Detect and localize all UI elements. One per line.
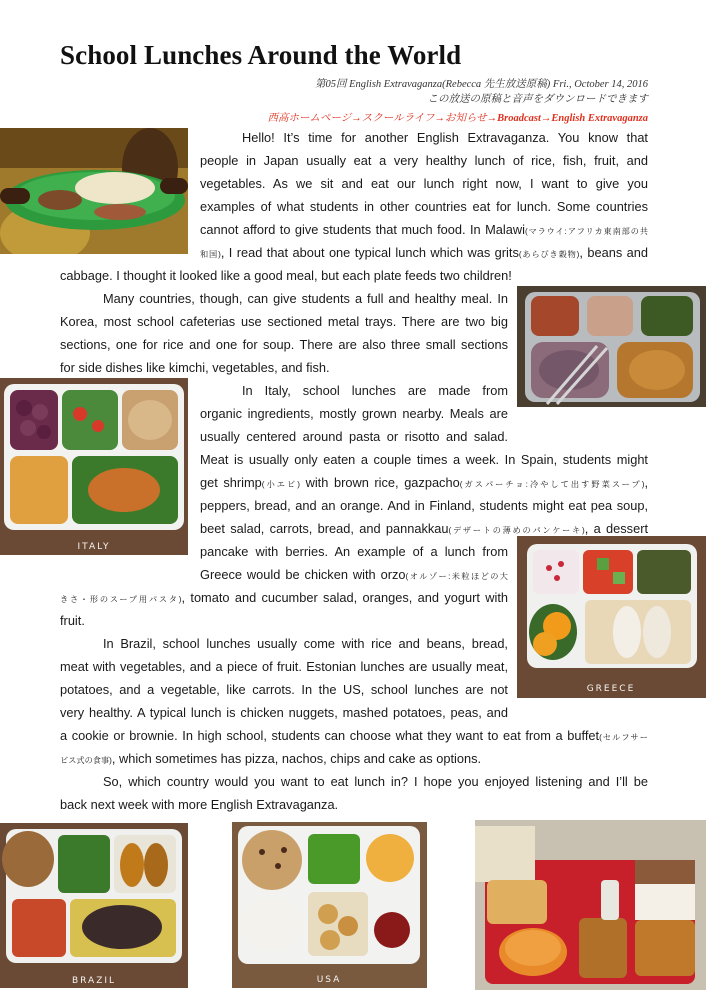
text-line: peppers, bread, and an orange. And in Finland, students might eat pea soup, [200, 498, 648, 513]
gloss-text: ビス式の食事) [60, 756, 112, 765]
text-line: In Italy, school lunches are made from [242, 383, 508, 398]
text-line [60, 724, 648, 747]
gloss-text: (デザートの薄めのパンケーキ) [448, 526, 585, 535]
gloss-text: (マラウイ:アフリカ東南部の共 [524, 227, 648, 236]
italy-photo-label: ITALY [77, 542, 111, 552]
gloss-text: (セルフサー [599, 733, 648, 742]
path-prefix: 西高ホームページ→スクールライフ→お知らせ→ [267, 113, 498, 124]
text-span: , beans and [579, 245, 648, 260]
text-line [200, 218, 648, 241]
text-line: Many countries, though, can give students a full and healthy meal. In [103, 291, 508, 306]
greece-lunch-photo [517, 536, 706, 698]
path-arrow: → [540, 113, 552, 124]
text-span: cannot afford to give students that much food. In Malawi [200, 222, 525, 237]
text-line: meat with vegetables, and a piece of fruit. Estonian lunches are usually meat, [60, 659, 508, 674]
text-span: , a dessert [584, 521, 648, 536]
broadcast-info: 第05回 English Extravaganza(Rebecca 先生放送原稿) Fri., October 14, 2016 [314, 79, 648, 90]
text-span: , I read that about one typical lunch which was grits [220, 245, 519, 260]
text-line: Hello! It’s time for another English Extravaganza. You know that [242, 130, 648, 145]
text-line [200, 241, 648, 264]
text-span: , tomato and cucumber salad, oranges, and yogurt with [181, 590, 508, 605]
text-line: pancake with berries. An example of a lunch from [200, 544, 508, 559]
brazil-photo-label: BRAZIL [71, 976, 117, 986]
text-line: back next week with more English Extravaganza. [60, 797, 339, 812]
path-end: English Extravaganza [551, 113, 648, 124]
gloss-text: きさ・形のスープ用パスタ) [60, 595, 182, 604]
download-note: この放送の原稿と音声をダウンロードできます [427, 94, 648, 105]
greece-photo-label: GREECE [586, 684, 636, 694]
text-line: Meat is usually only eaten a couple times a week. In Spain, students might [200, 452, 648, 467]
gloss-text: 和国) [200, 250, 221, 259]
text-line: organic ingredients, mostly grown nearby. Meals are [200, 406, 508, 421]
text-line: examples of what students in other countries eat for lunch. Some countries [200, 199, 648, 214]
site-path-breadcrumb[interactable] [268, 110, 648, 125]
text-line: for side dishes like kimchi, vegetables, and fish. [60, 360, 330, 375]
text-line: sections, one for rice and one for soup. There are also three small sections [60, 337, 508, 352]
text-line [60, 747, 481, 770]
gloss-text: (あらびき穀物) [518, 250, 580, 259]
text-line: In Brazil, school lunches usually come with rice and beans, bread, [103, 636, 508, 651]
text-span: , which sometimes has pizza, nachos, chips and cake as options. [111, 751, 482, 766]
usa-lunch-photo [232, 822, 427, 988]
page-title: School Lunches Around the World [60, 40, 462, 70]
usa-photo-label: USA [316, 975, 342, 985]
text-line: potatoes, and a vegetable, like carrots. In the US, school lunches are not [60, 682, 508, 697]
text-span: Greece would be chicken with orzo [200, 567, 406, 582]
text-line: fruit. [60, 613, 85, 628]
text-span: with brown rice, gazpacho [300, 475, 460, 490]
text-line [200, 517, 648, 540]
text-line: very healthy. A typical lunch is chicken nuggets, mashed potatoes, peas, and [60, 705, 508, 720]
text-line: cabbage. I thought it looked like a good meal, but each plate feeds two children! [60, 268, 512, 283]
path-broadcast: Broadcast [497, 113, 541, 124]
korea-lunch-photo [517, 286, 706, 407]
text-line: Korea, most school cafeterias use sectioned metal trays. There are two big [60, 314, 508, 329]
text-line [200, 471, 648, 494]
text-span: get shrimp [200, 475, 262, 490]
gloss-text: (ガスパーチョ:冷やして出す野菜スープ) [459, 480, 645, 489]
gloss-text: (小エビ) [261, 480, 300, 489]
text-line: usually centered around pasta or risotto and salad. [200, 429, 508, 444]
text-span: a cookie or brownie. In high school, students can choose what they want to eat from a buffet [60, 728, 600, 743]
text-span: , [644, 475, 648, 490]
text-line [200, 563, 508, 586]
gloss-text: (オルゾー:米粒ほどの大 [405, 572, 508, 581]
text-line [60, 586, 508, 609]
text-line: So, which country would you want to eat lunch in? I hope you enjoyed listening and I’ll be [103, 774, 648, 789]
brazil-lunch-photo [0, 823, 188, 988]
italy-lunch-photo [0, 378, 188, 555]
text-span: beet salad, carrots, bread, and pannakkau [200, 521, 449, 536]
cafeteria-tray-photo [475, 820, 706, 990]
text-line: vegetables. As we sit and eat our lunch right now, I want to give you [200, 176, 648, 191]
text-line: people in Japan usually eat a very healthy lunch of rice, fish, fruit, and [200, 153, 648, 168]
malawi-lunch-photo [0, 128, 188, 254]
